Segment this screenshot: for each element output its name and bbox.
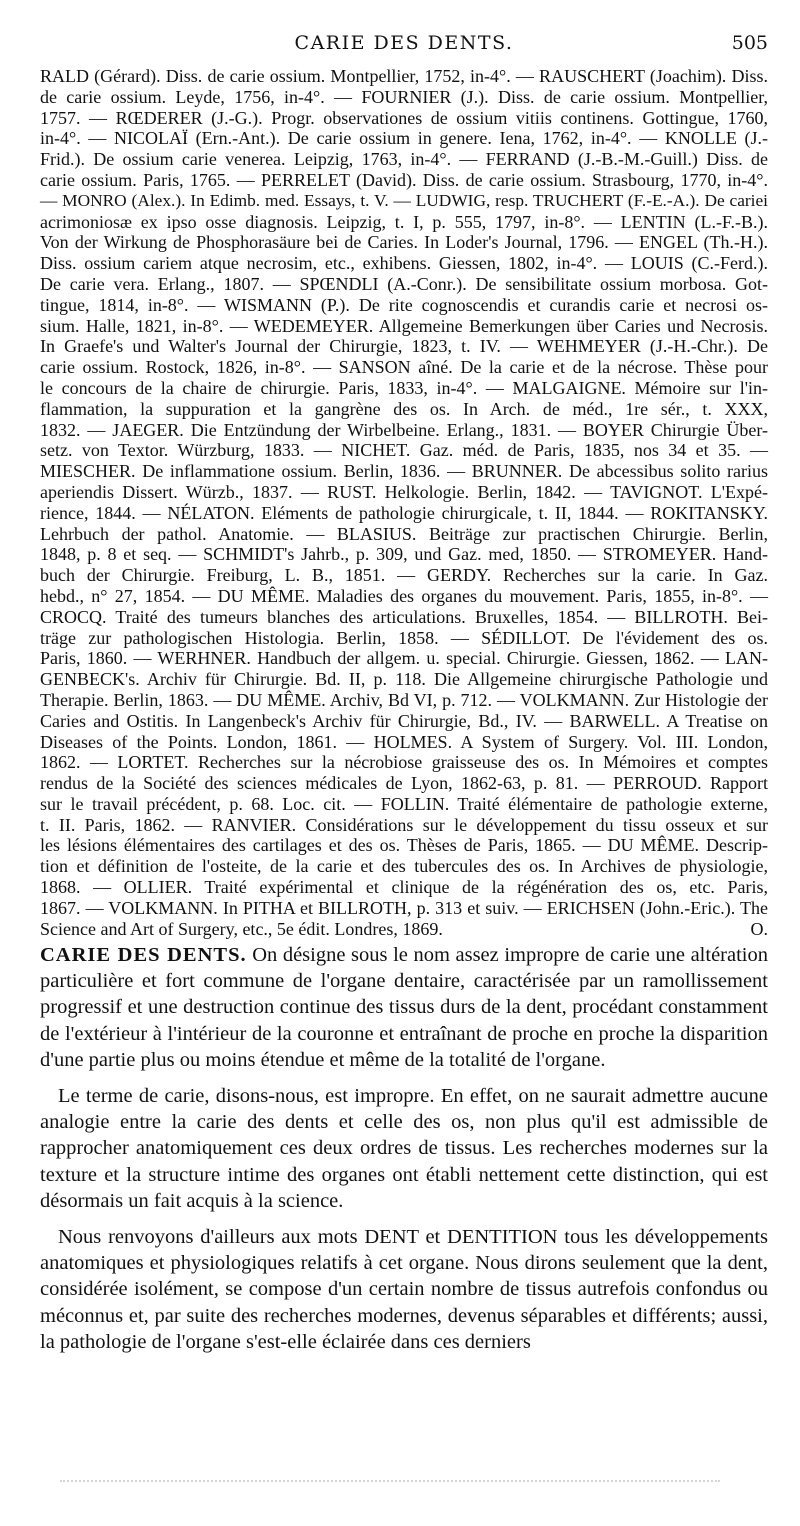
bibliography-line: Frid.). De ossium carie venerea. Leipzig, 1763, in-4°. — FERRAND (J.-B.-M.-Guill.) Diss. de xyxy=(40,149,768,170)
bibliography-line: acrimoniosæ ex ipso osse diagnosis. Leipzig, t. I, p. 555, 1797, in-8°. — LENTIN (L.-F.-B.). xyxy=(40,211,768,232)
bibliography-line: rendus de la Société des sciences médicales de Lyon, 1862-63, p. 81. — PERROUD. Rapport xyxy=(40,773,768,794)
page-number: 505 xyxy=(731,32,768,54)
article-lead-term: CARIE DES DENTS. xyxy=(40,944,247,966)
bibliography-block xyxy=(40,66,768,939)
bibliography-line: carie ossium. Paris, 1765. — PERRELET (David). Diss. de carie ossium. Strasbourg, 1770, in-4°. xyxy=(40,169,768,190)
bibliography-line: De carie vera. Erlang., 1807. — SPŒNDLI (A.-Conr.). De sensibilitate ossium morbosa. Got- xyxy=(40,273,768,294)
bibliography-line: de carie ossium. Leyde, 1756, in-4°. — FOURNIER (J.). Diss. de carie ossium. Montpellier, xyxy=(40,86,768,107)
bibliography-line: RALD (Gérard). Diss. de carie ossium. Montpellier, 1752, in-4°. — RAUSCHERT (Joachim). Diss. xyxy=(40,66,768,86)
page-header xyxy=(40,32,768,62)
article-paragraph-text: On désigne sous le nom assez impropre de carie une altération particulière et fort commune de l'organe dentaire, caractérisée par un ramollissement progressif et une destruction continue des tissus durs de la dent, procédant constamment de l'extérieur à l'intérieur de la couronne et entraînant de proche en proche la disparition d'une partie plus ou moins étendue et même de la totalité de l'organe. xyxy=(40,944,768,1071)
bibliography-line: Von der Wirkung de Phosphorasäure bei de Caries. In Loder's Journal, 1796. — ENGEL (Th.-H.). xyxy=(40,232,768,253)
bibliography-line: hebd., n° 27, 1854. — DU MÊME. Maladies des organes du mouvement. Paris, 1855, in-8°. — xyxy=(40,585,768,606)
bibliography-line: tingue, 1814, in-8°. — WISMANN (P.). De rite cognoscendis et curandis carie et necrosi os- xyxy=(40,294,768,315)
bibliography-line: Caries and Ostitis. In Langenbeck's Archiv für Chirurgie, Bd., IV. — BARWELL. A Treatise on xyxy=(40,710,768,731)
bibliography-line: les lésions élémentaires des cartilages et des os. Thèses de Paris, 1865. — DU MÊME. Descrip- xyxy=(40,835,768,856)
bibliography-line: Diss. ossium cariem atque necrosim, etc., exhibens. Giessen, 1802, in-4°. — LOUIS (C.-Ferd.). xyxy=(40,253,768,274)
bibliography-line: tion et définition de l'osteite, de la carie et des tubercules des os. In Archives de physiologie, xyxy=(40,856,768,877)
bibliography-line: 1848, p. 8 et seq. — SCHMIDT's Jahrb., p. 309, und Gaz. med, 1850. — STROMEYER. Hand- xyxy=(40,544,768,565)
bibliography-line: aperiendis Dissert. Würzb., 1837. — RUST. Helkologie. Berlin, 1842. — TAVIGNOT. L'Expé- xyxy=(40,481,768,502)
article-paragraph: Nous renvoyons d'ailleurs aux mots DENT et DENTITION tous les développements anatomiques et physiologiques relatifs à cet organe. Nous dirons seulement que la dent, considérée isolément, se compose d'un certain nombre de tissus autrefois confondus ou méconnus et, par suite des recherches modernes, devenus séparables et différents; aussi, la pathologie de l'organe s'est-elle éclairée dans ces derniers xyxy=(40,1226,768,1353)
running-title: CARIE DES DENTS. xyxy=(294,32,514,54)
bibliography-line: 1867. — VOLKMANN. In PITHA et BILLROTH, p. 313 et suiv. — ERICHSEN (John.-Eric.). The xyxy=(40,897,768,918)
author-signature: O. xyxy=(750,918,768,939)
article-body xyxy=(40,942,768,1412)
bibliography-line: buch der Chirurgie. Freiburg, L. B., 1851. — GERDY. Recherches sur la carie. In Gaz. xyxy=(40,565,768,586)
bibliography-last-line xyxy=(40,919,768,940)
bibliography-line: Therapie. Berlin, 1863. — DU MÊME. Archiv, Bd VI, p. 712. — VOLKMANN. Zur Histologie der xyxy=(40,689,768,710)
bibliography-line: rience, 1844. — NÉLATON. Eléments de pathologie chirurgicale, t. II, 1844. — ROKITANSKY. xyxy=(40,502,768,523)
bibliography-line: Paris, 1860. — WERHNER. Handbuch der allgem. u. special. Chirurgie. Giessen, 1862. — LAN- xyxy=(40,648,768,669)
bibliography-line: t. II. Paris, 1862. — RANVIER. Considérations sur le développement du tissu osseux et sur xyxy=(40,814,768,835)
bibliography-line: setz. von Textor. Würzburg, 1833. — NICHET. Gaz. méd. de Paris, 1835, nos 34 et 35. — xyxy=(40,440,768,461)
bibliography-line: 1757. — RŒDERER (J.-G.). Progr. observationes de ossium vitiis continens. Gottingue, 1760, xyxy=(40,107,768,128)
bibliography-line: 1862. — LORTET. Recherches sur la nécrobiose graisseuse des os. In Mémoires et comptes xyxy=(40,752,768,773)
bleed-through-text xyxy=(60,1480,720,1484)
bibliography-line: le concours de la chaire de chirurgie. Paris, 1833, in-4°. — MALGAIGNE. Mémoire sur l'in- xyxy=(40,377,768,398)
bibliography-last-line-text: Science and Art of Surgery, etc., 5e édit. Londres, 1869. xyxy=(40,918,443,939)
bibliography-line: — MONRO (Alex.). In Edimb. med. Essays, t. V. — LUDWIG, resp. TRUCHERT (F.-E.-A.). De cariei xyxy=(40,190,768,210)
bibliography-line: In Graefe's und Walter's Journal der Chirurgie, 1823, t. IV. — WEHMEYER (J.-H.-Chr.). De xyxy=(40,336,768,357)
bibliography-line: Lehrbuch der pathol. Anatomie. — BLASIUS. Beiträge zur practischen Chirurgie. Berlin, xyxy=(40,523,768,544)
bibliography-line: Diseases of the Points. London, 1861. — HOLMES. A System of Surgery. Vol. III. London, xyxy=(40,731,768,752)
bibliography-line: in-4°. — NICOLAÏ (Ern.-Ant.). De carie ossium in genere. Iena, 1762, in-4°. — KNOLLE (J.- xyxy=(40,128,768,149)
bibliography-line: carie ossium. Rostock, 1826, in-8°. — SANSON aîné. De la carie et de la nécrose. Thèse pour xyxy=(40,357,768,378)
article-paragraph xyxy=(40,942,768,1073)
bibliography-line: CROCQ. Traité des tumeurs blanches des articulations. Bruxelles, 1854. — BILLROTH. Bei- xyxy=(40,606,768,627)
bibliography-line: sium. Halle, 1821, in-8°. — WEDEMEYER. Allgemeine Bemerkungen über Caries und Necrosis. xyxy=(40,315,768,336)
bibliography-line: 1868. — OLLIER. Traité expérimental et clinique de la régénération des os, etc. Paris, xyxy=(40,877,768,898)
bibliography-line: 1832. — JAEGER. Die Entzündung der Wirbelbeine. Erlang., 1831. — BOYER Chirurgie Über- xyxy=(40,419,768,440)
article-paragraph: Le terme de carie, disons-nous, est impropre. En effet, on ne saurait admettre aucune analogie entre la carie des dents et celle des os, non plus qu'il est admissible de rapprocher anatomiquement ces deux ordres de tissus. Les recherches modernes sur la texture et la structure intime des organes ont établi nettement cette distinction, qui est désormais un fait acquis à la science. xyxy=(40,1085,768,1212)
bibliography-line: träge zur pathologischen Histologia. Berlin, 1858. — SÉDILLOT. De l'évidement des os. xyxy=(40,627,768,648)
bibliography-line: flammation, la suppuration et la gangrène des os. In Arch. de méd., 1re sér., t. XXX, xyxy=(40,398,768,419)
bibliography-line: GENBECK's. Archiv für Chirurgie. Bd. II, p. 118. Die Allgemeine chirurgische Pathologie und xyxy=(40,669,768,690)
bibliography-line: sur le travail précédent, p. 68. Loc. cit. — FOLLIN. Traité élémentaire de pathologie externe, xyxy=(40,793,768,814)
bibliography-line: MIESCHER. De inflammatione ossium. Berlin, 1836. — BRUNNER. De abcessibus solito rarius xyxy=(40,461,768,482)
